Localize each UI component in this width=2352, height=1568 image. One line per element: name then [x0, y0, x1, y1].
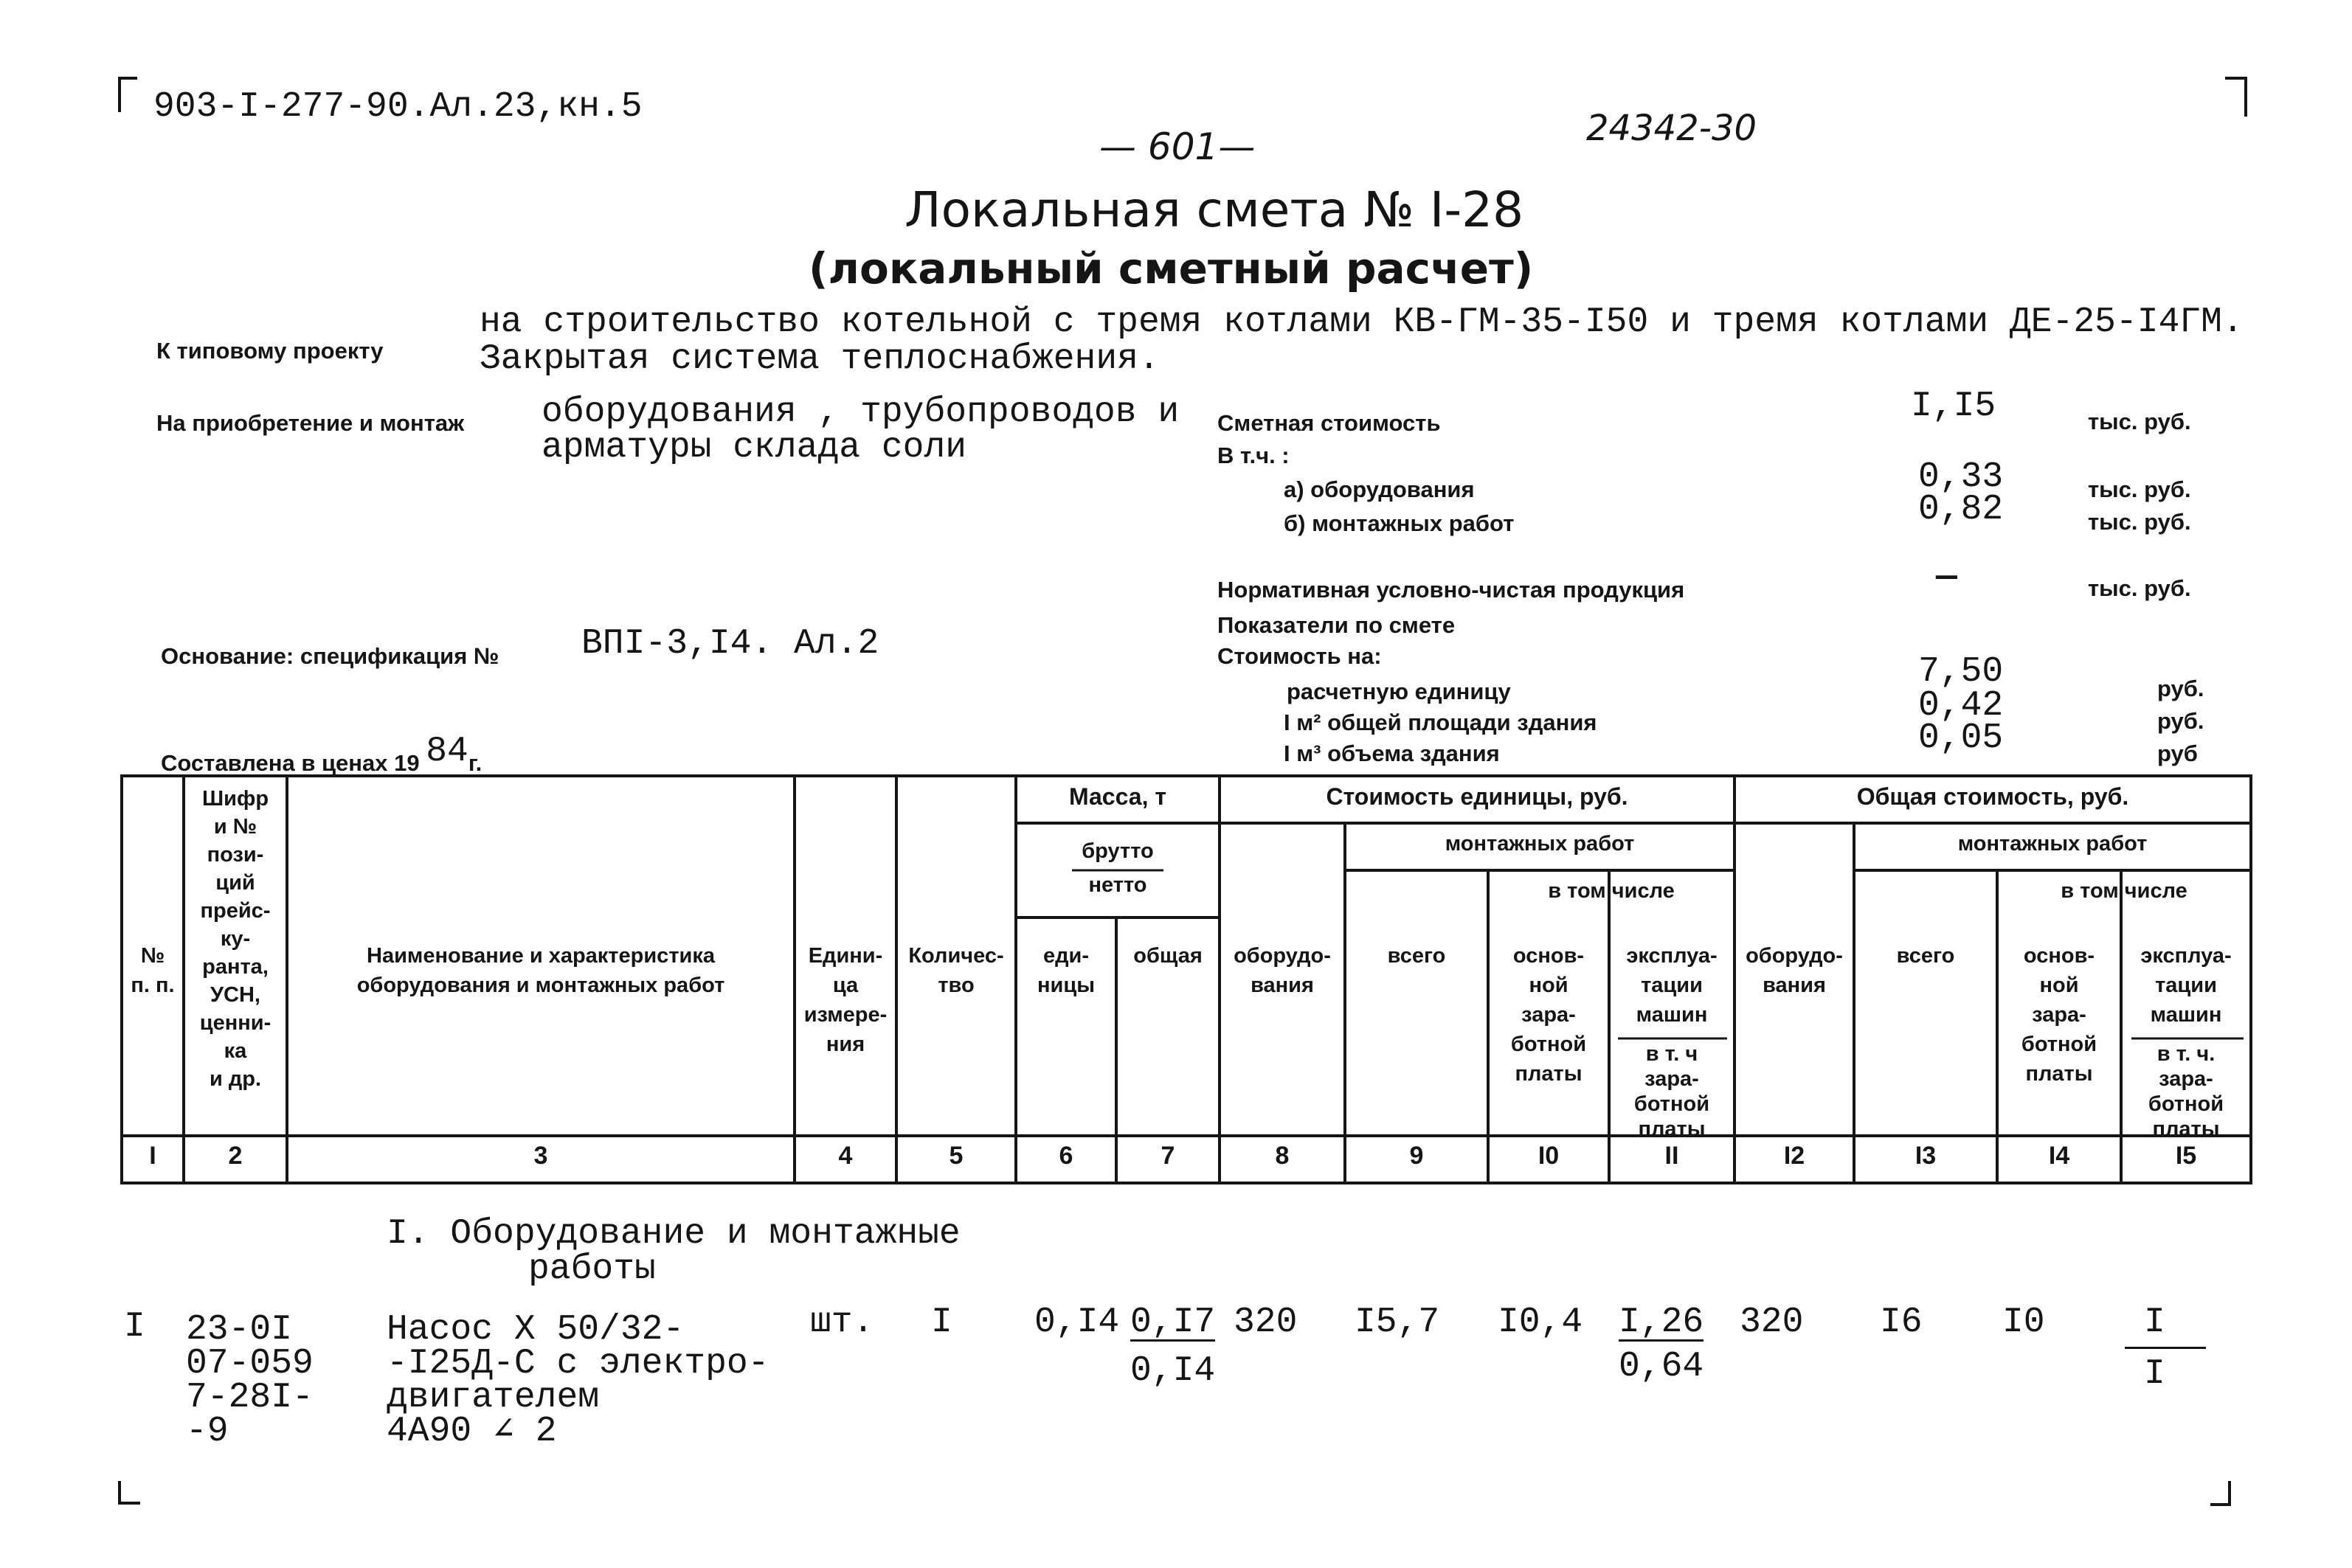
col-header-unit-machines-wage: в т. ч зара- ботной платы — [1633, 1042, 1710, 1141]
corner-mark-bottom-right — [2210, 1481, 2231, 1506]
normative-value: — — [1936, 558, 1957, 597]
col-header-total-cost: Общая стоимость, руб. — [1856, 783, 2129, 810]
col-header-unit-wage: основ- ной зара- ботной платы — [1510, 944, 1587, 1086]
col-number-8: 8 — [1275, 1142, 1290, 1170]
section-title-line2: работы — [528, 1249, 656, 1289]
col-header-netto: нетто — [1088, 873, 1147, 897]
area-value: 0,42 — [1918, 686, 2004, 726]
row-unit-machines-wage: 0,64 — [1619, 1347, 1704, 1387]
col-header-unit-install-total: всего — [1387, 944, 1446, 968]
install-label: б) монтажных работ — [1284, 510, 1515, 536]
col-number-6: 6 — [1059, 1142, 1073, 1170]
prices-year: 84 — [426, 732, 468, 771]
unit-value: 7,50 — [1918, 652, 2004, 692]
row-total-machines-wage: I — [2144, 1354, 2165, 1394]
basis-label: Основание: спецификация № — [161, 643, 499, 669]
row-total-wage: I0 — [2002, 1302, 2045, 1342]
col-number-2: 2 — [228, 1142, 243, 1170]
row-total-equipment: 320 — [1740, 1302, 1804, 1342]
archive-number: 24342-30 — [1586, 108, 1757, 149]
col-header-total-install-total: всего — [1896, 944, 1955, 968]
basis-value: ВПI-3,I4. Ал.2 — [581, 624, 879, 664]
col-number-5: 5 — [949, 1142, 964, 1170]
including-label: В т.ч. : — [1217, 443, 1290, 468]
row-name: Насос Х 50/32- -I25Д-С с электро- двигателем 4А90 ∠ 2 — [387, 1310, 769, 1451]
normative-unit: тыс. руб. — [2088, 575, 2191, 601]
corner-mark-top-right — [2225, 77, 2247, 117]
unit-label: расчетную единицу — [1287, 679, 1511, 704]
row-unit-equipment: 320 — [1234, 1302, 1298, 1342]
col-number-14: I4 — [2048, 1142, 2070, 1170]
normative-label: Нормативная условно-чистая продукция — [1217, 577, 1685, 603]
col-header-unit-install: монтажных работ — [1445, 832, 1635, 856]
volume-value: 0,05 — [1918, 718, 2004, 758]
row-unit-install-total: I5,7 — [1355, 1302, 1440, 1342]
col-header-mass-total: общая — [1133, 944, 1203, 968]
install-unit: тыс. руб. — [2088, 509, 2191, 535]
col-header-total-machines-wage: в т. ч. зара- ботной платы — [2148, 1042, 2224, 1141]
col-header-unit-machines: эксплуа- тации машин — [1626, 944, 1718, 1027]
row-unit: шт. — [810, 1302, 874, 1342]
page-title: Локальная смета № I-28 — [905, 181, 1524, 238]
estimate-cost-label: Сметная стоимость — [1217, 410, 1441, 436]
corner-mark-bottom-left — [118, 1481, 140, 1505]
col-header-quantity: Количес- тво — [908, 944, 1004, 997]
col-number-7: 7 — [1161, 1142, 1175, 1170]
col-header-unit-incl: в том числе — [1548, 879, 1675, 903]
project-text-line1: на строительство котельной с тремя котлами КВ-ГМ-35-I50 и тремя котлами ДЕ-25-I4ГМ. — [480, 302, 2244, 342]
page-number: — 601— — [1099, 125, 1256, 168]
col-header-code: Шифр и № пози- ций прейс- ку- ранта, УСН, ценни- ка и др. — [199, 787, 271, 1091]
col-header-number: № п. п. — [131, 944, 175, 997]
row-code: 23-0I 07-059 7-28I- -9 — [186, 1310, 314, 1451]
project-label: К типовому проекту — [156, 338, 384, 364]
area-value-unit: руб. — [2157, 708, 2204, 734]
col-number-11: II — [1664, 1142, 1679, 1170]
col-number-1: I — [149, 1142, 156, 1170]
purpose-text-line2: арматуры склада соли — [542, 428, 967, 468]
col-number-9: 9 — [1409, 1142, 1424, 1170]
project-text-line2: Закрытая система теплоснабжения. — [480, 339, 1160, 379]
section-title-line1: I. Оборудование и монтажные — [387, 1214, 961, 1254]
col-header-unit-equipment: оборудо- вания — [1234, 944, 1331, 997]
col-number-15: I5 — [2175, 1142, 2197, 1170]
col-header-mass-unit: еди- ницы — [1037, 944, 1095, 997]
row-unit-machines: I,26 — [1619, 1302, 1704, 1342]
col-number-4: 4 — [838, 1142, 853, 1170]
volume-value-unit: руб — [2157, 740, 2198, 766]
col-header-total-install: монтажных работ — [1957, 832, 2148, 856]
col-number-3: 3 — [533, 1142, 548, 1170]
col-header-total-machines: эксплуа- тации машин — [2140, 944, 2232, 1027]
row-total-install-total: I6 — [1880, 1302, 1923, 1342]
purpose-text-line1: оборудования , трубопроводов и — [542, 392, 1180, 432]
row-mass-unit: 0,I4 — [1034, 1302, 1120, 1342]
install-value: 0,82 — [1918, 490, 2004, 530]
col-header-total-incl: в том числе — [2061, 879, 2187, 903]
row-number: I — [124, 1307, 145, 1347]
cost-on-label: Стоимость на: — [1217, 643, 1382, 669]
unit-value-unit: руб. — [2157, 676, 2204, 701]
equipment-label: а) оборудования — [1284, 476, 1475, 502]
row-quantity: I — [931, 1302, 952, 1342]
row-mass-total-brutto: 0,I7 — [1130, 1302, 1216, 1342]
col-header-mass: Масса, т — [1068, 783, 1167, 810]
purpose-label: На приобретение и монтаж — [156, 410, 465, 436]
col-header-name: Наименование и характеристика оборудования и монтажных работ — [356, 944, 725, 997]
indicators-label: Показатели по смете — [1217, 612, 1456, 638]
corner-mark-top-left — [118, 77, 137, 112]
estimate-cost-value: I,I5 — [1911, 386, 1996, 426]
col-number-13: I3 — [1915, 1142, 1937, 1170]
col-header-total-equipment: оборудо- вания — [1746, 944, 1843, 997]
area-label: I м² общей площади здания — [1284, 710, 1597, 735]
volume-label: I м³ объема здания — [1284, 740, 1500, 766]
col-header-brutto: брутто — [1082, 839, 1154, 863]
equipment-unit: тыс. руб. — [2088, 476, 2191, 502]
row-total-machines-divider — [2125, 1347, 2206, 1349]
col-header-unit-cost: Стоимость единицы, руб. — [1326, 783, 1628, 810]
col-number-10: I0 — [1538, 1142, 1560, 1170]
row-mass-total-netto: 0,I4 — [1130, 1351, 1216, 1391]
row-total-machines: I — [2144, 1302, 2165, 1342]
prices-suffix: г. — [468, 750, 482, 776]
estimate-cost-unit: тыс. руб. — [2088, 409, 2191, 434]
equipment-value: 0,33 — [1918, 457, 2004, 497]
col-header-unit: Едини- ца измере- ния — [803, 944, 888, 1056]
row-unit-wage: I0,4 — [1498, 1302, 1583, 1342]
prices-label-text: Составлена в ценах 19 — [161, 750, 420, 776]
document-code: 903-I-277-90.Ал.23,кн.5 — [153, 87, 643, 127]
col-header-total-wage: основ- ной зара- ботной платы — [2021, 944, 2097, 1086]
col-number-12: I2 — [1783, 1142, 1805, 1170]
page-subtitle: (локальный сметный расчет) — [809, 243, 1534, 294]
